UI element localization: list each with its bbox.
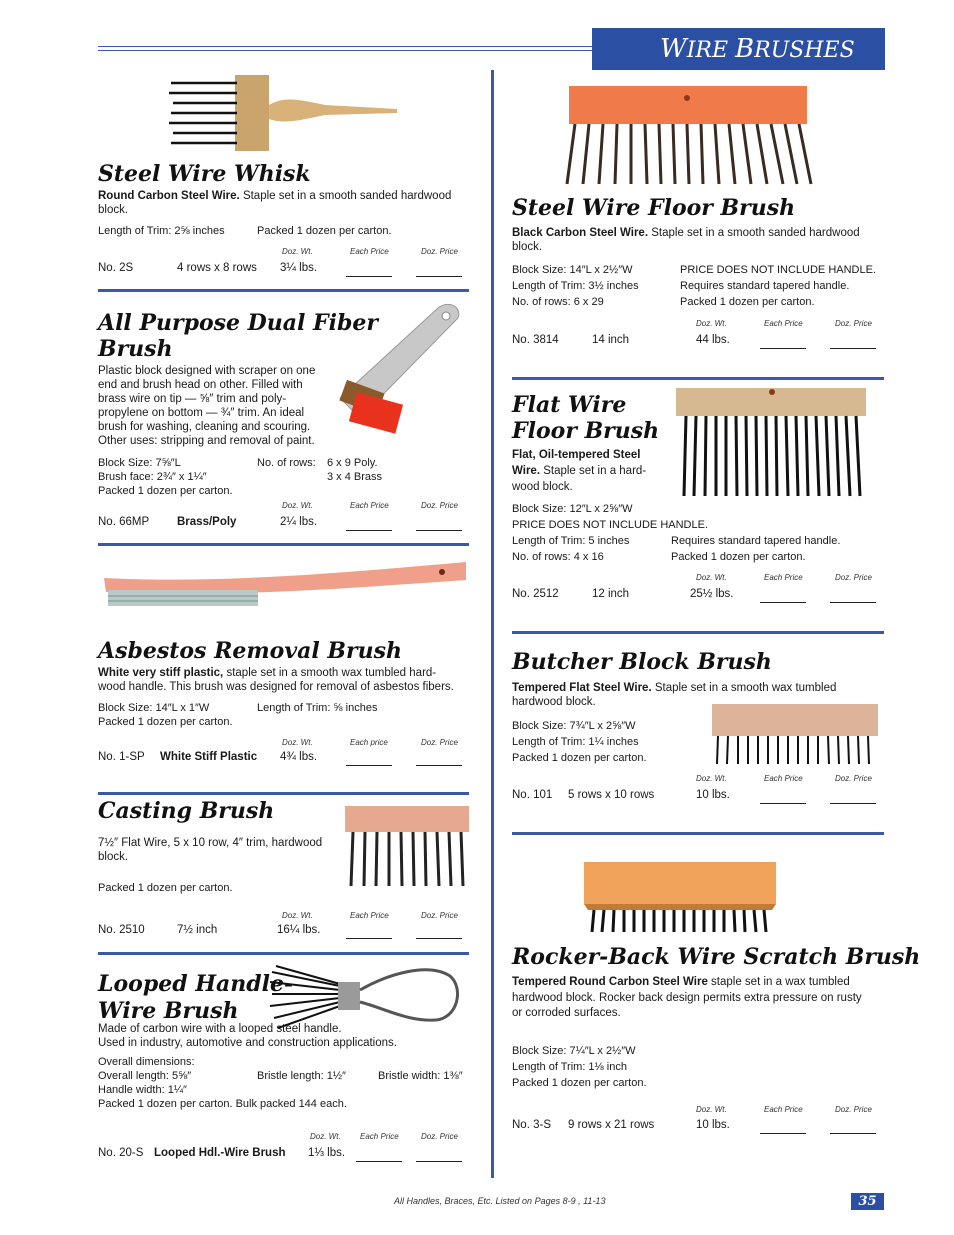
- whisk-rows: 4 rows x 8 rows: [177, 262, 257, 274]
- asbestos-spec-pack: Packed 1 dozen per carton.: [98, 716, 233, 728]
- divider: [98, 543, 469, 546]
- flat-desc-3: wood block.: [512, 481, 573, 493]
- floor-each-blank[interactable]: [760, 338, 806, 349]
- floor-doz-blank[interactable]: [830, 338, 876, 349]
- flat-each-blank[interactable]: [760, 592, 806, 603]
- butcher-title: Butcher Block Brush: [512, 649, 772, 675]
- looped-bwid: Bristle width: 1⅜″: [378, 1070, 463, 1082]
- looped-dims: Overall dimensions:: [98, 1056, 195, 1068]
- dual-type: [177, 516, 236, 528]
- rocker-each-blank[interactable]: [760, 1123, 806, 1134]
- header-rule-2: [98, 50, 592, 51]
- floor-desc-text: Staple set in a smooth sanded hardwood: [648, 227, 860, 239]
- dual-desc-1: Plastic block designed with scraper on one: [98, 365, 316, 377]
- flat-hdr-doz: Doz. Price: [835, 573, 872, 582]
- floor-r2: Requires standard tapered handle.: [680, 280, 850, 292]
- rocker-desc-bold: Tempered Round Carbon Steel Wire: [512, 976, 708, 988]
- casting-spec-pack: Packed 1 dozen per carton.: [98, 882, 233, 894]
- asbestos-hdr-each: Each price: [350, 738, 388, 747]
- floor-title: Steel Wire Floor Brush: [512, 195, 796, 221]
- rocker-s2: Length of Trim: 1⅛ inch: [512, 1061, 627, 1073]
- asbestos-spec-trim: Length of Trim: ⅝ inches: [257, 702, 378, 714]
- divider: [98, 289, 469, 292]
- looped-type: [154, 1147, 286, 1159]
- asbestos-no: No. 1-SP: [98, 751, 145, 763]
- floor-wt: 44 lbs.: [696, 334, 730, 346]
- butcher-s2: Length of Trim: 1¼ inches: [512, 736, 639, 748]
- flat-hdr-each: Each Price: [764, 573, 803, 582]
- whisk-desc-text: Staple set in a smooth sanded hardwood block.: [98, 190, 452, 216]
- dual-rows-label: No. of rows:: [257, 457, 316, 469]
- flat-title-2: Floor Brush: [512, 418, 660, 444]
- butcher-hdr-wt: Doz. Wt.: [696, 774, 727, 783]
- dual-desc-3: brass wire on tip — ⅝″ trim and poly-: [98, 393, 287, 405]
- asbestos-each-blank[interactable]: [346, 755, 392, 766]
- asbestos-hdr-doz: Doz. Price: [421, 738, 458, 747]
- asbestos-wt: 4¾ lbs.: [280, 751, 318, 763]
- asbestos-title: Asbestos Removal Brush: [98, 638, 402, 664]
- looped-pack: Packed 1 dozen per carton. Bulk packed 144 each.: [98, 1098, 347, 1110]
- looped-hdr-doz: Doz. Price: [421, 1132, 458, 1141]
- dual-wt: 2¼ lbs.: [280, 516, 318, 528]
- dual-rows-brass: 3 x 4 Brass: [327, 471, 383, 483]
- whisk-doz-blank[interactable]: [416, 266, 462, 277]
- dual-spec-face: Brush face: 2¾″ x 1¼″: [98, 471, 207, 483]
- asbestos-doz-blank[interactable]: [416, 755, 462, 766]
- whisk-spec-trim: Length of Trim: 2⅝ inches: [98, 225, 225, 237]
- flat-desc-bold-2: Wire.: [512, 465, 541, 477]
- butcher-rows: 5 rows x 10 rows: [568, 789, 655, 801]
- dual-each-blank[interactable]: [346, 520, 392, 531]
- dual-type-bold: Brass/Poly: [177, 516, 237, 528]
- whisk-each-blank[interactable]: [346, 266, 392, 277]
- flat-wire-image: [676, 388, 868, 498]
- looped-blen: Bristle length: 1½″: [257, 1070, 346, 1082]
- rocker-desc-3: or corroded surfaces.: [512, 1007, 621, 1019]
- floor-hdr-wt: Doz. Wt.: [696, 319, 727, 328]
- casting-image: [345, 806, 469, 888]
- looped-hwid: Handle width: 1¼″: [98, 1084, 187, 1096]
- butcher-image: [712, 704, 878, 766]
- flat-desc-2: [512, 464, 646, 478]
- casting-hdr-doz: Doz. Price: [421, 911, 458, 920]
- whisk-hdr-wt: Doz. Wt.: [282, 247, 313, 256]
- butcher-s3: Packed 1 dozen per carton.: [512, 752, 647, 764]
- looped-hdr-wt: Doz. Wt.: [310, 1132, 341, 1141]
- looped-title-1: Looped Handle-: [98, 971, 294, 997]
- casting-wt: 16¼ lbs.: [277, 924, 321, 936]
- rocker-title: Rocker-Back Wire Scratch Brush: [512, 944, 921, 970]
- casting-hdr-wt: Doz. Wt.: [282, 911, 313, 920]
- flat-no: No. 2512: [512, 588, 559, 600]
- looped-doz-blank[interactable]: [416, 1151, 462, 1162]
- floor-r3: Packed 1 dozen per carton.: [680, 296, 815, 308]
- casting-title: Casting Brush: [98, 798, 275, 824]
- dual-desc-6: Other uses: stripping and removal of paint.: [98, 435, 315, 447]
- rocker-desc-text: staple set in a wax tumbled: [707, 976, 850, 988]
- page-number: 35: [851, 1193, 884, 1210]
- asbestos-desc-text: staple set in a smooth wax tumbled hard-: [223, 667, 437, 679]
- butcher-s1: Block Size: 7¾″L x 2⅝″W: [512, 720, 636, 732]
- dual-desc-2: end and brush head on other. Filled with: [98, 379, 303, 391]
- looped-type-bold: Looped Hdl.-Wire Brush: [154, 1147, 286, 1159]
- butcher-desc-2: hardwood block.: [512, 696, 596, 708]
- dual-hdr-wt: Doz. Wt.: [282, 501, 313, 510]
- rocker-hdr-wt: Doz. Wt.: [696, 1105, 727, 1114]
- flat-desc-text: Staple set in a hard-: [540, 465, 647, 477]
- rocker-doz-blank[interactable]: [830, 1123, 876, 1134]
- footer-note: All Handles, Braces, Etc. Listed on Pages 8-9 , 11-13: [394, 1196, 606, 1206]
- flat-size: 12 inch: [592, 588, 630, 600]
- floor-hdr-doz: Doz. Price: [835, 319, 872, 328]
- casting-each-blank[interactable]: [346, 928, 392, 939]
- casting-size: 7½ inch: [177, 924, 218, 936]
- floor-s2: Length of Trim: 3½ inches: [512, 280, 639, 292]
- section-banner: WIRE BRUSHES: [592, 28, 885, 70]
- asbestos-type: [160, 751, 257, 763]
- rocker-image: [584, 862, 776, 934]
- rocker-desc-1: [512, 975, 850, 989]
- flat-wt: 25½ lbs.: [690, 588, 734, 600]
- floor-desc-2: block.: [512, 241, 543, 253]
- column-divider: [491, 70, 494, 1178]
- whisk-desc-bold: Round Carbon Steel Wire.: [98, 190, 240, 202]
- rocker-s3: Packed 1 dozen per carton.: [512, 1077, 647, 1089]
- butcher-desc-text: Staple set in a smooth wax tumbled: [651, 682, 837, 694]
- rocker-wt: 10 lbs.: [696, 1119, 730, 1131]
- whisk-hdr-each: Each Price: [350, 247, 389, 256]
- floor-r1: PRICE DOES NOT INCLUDE HANDLE.: [680, 264, 877, 276]
- flat-s4: No. of rows: 4 x 16: [512, 551, 604, 563]
- floor-no: No. 3814: [512, 334, 559, 346]
- header-rule: [98, 46, 592, 47]
- rocker-desc-2: hardwood block. Rocker back design permits extra pressure on rusty: [512, 992, 862, 1004]
- dual-desc-5: brush for washing, cleaning and scouring.: [98, 421, 311, 433]
- flat-desc-bold: Flat, Oil-tempered Steel: [512, 449, 641, 461]
- dual-spec-pack: Packed 1 dozen per carton.: [98, 485, 233, 497]
- butcher-desc-bold: Tempered Flat Steel Wire.: [512, 682, 652, 694]
- flat-s4b: Packed 1 dozen per carton.: [671, 551, 806, 563]
- floor-size: 14 inch: [592, 334, 630, 346]
- whisk-hdr-doz: Doz. Price: [421, 247, 458, 256]
- divider: [512, 832, 884, 835]
- flat-title-1: Flat Wire: [512, 392, 627, 418]
- asbestos-type-bold: White Stiff Plastic: [160, 751, 258, 763]
- butcher-doz-blank[interactable]: [830, 793, 876, 804]
- floor-hdr-each: Each Price: [764, 319, 803, 328]
- dual-rows-poly: 6 x 9 Poly.: [327, 457, 378, 469]
- looped-len: Overall length: 5⅝″: [98, 1070, 192, 1082]
- dual-spec-block: Block Size: 7⅝″L: [98, 457, 181, 469]
- flat-s3: Length of Trim: 5 inches: [512, 535, 630, 547]
- butcher-each-blank[interactable]: [760, 793, 806, 804]
- flat-desc-1: [512, 448, 640, 462]
- divider: [512, 631, 884, 634]
- floor-desc-bold: Black Carbon Steel Wire.: [512, 227, 649, 239]
- floor-desc-1: [512, 226, 860, 240]
- asbestos-desc-2: wood handle. This brush was designed for removal of asbestos fibers.: [98, 681, 454, 693]
- looped-desc-1: Made of carbon wire with a looped steel handle.: [98, 1023, 342, 1035]
- whisk-no: No. 2S: [98, 262, 134, 274]
- asbestos-spec-block: Block Size: 14″L x 1″W: [98, 702, 210, 714]
- dual-no: No. 66MP: [98, 516, 150, 528]
- looped-no: No. 20-S: [98, 1147, 144, 1159]
- whisk-title: Steel Wire Whisk: [98, 161, 311, 187]
- rocker-s1: Block Size: 7¼″L x 2½″W: [512, 1045, 636, 1057]
- divider: [98, 792, 469, 795]
- looped-desc-2: Used in industry, automotive and construction applications.: [98, 1037, 397, 1049]
- butcher-no: No. 101: [512, 789, 553, 801]
- rocker-no: No. 3-S: [512, 1119, 551, 1131]
- floor-s3: No. of rows: 6 x 29: [512, 296, 604, 308]
- asbestos-image: [102, 558, 468, 610]
- asbestos-hdr-wt: Doz. Wt.: [282, 738, 313, 747]
- floor-s1: Block Size: 14″L x 2½″W: [512, 264, 633, 276]
- casting-hdr-each: Each Price: [350, 911, 389, 920]
- asbestos-desc-bold: White very stiff plastic,: [98, 667, 224, 679]
- butcher-wt: 10 lbs.: [696, 789, 730, 801]
- rocker-rows: 9 rows x 21 rows: [568, 1119, 655, 1131]
- flat-hdr-wt: Doz. Wt.: [696, 573, 727, 582]
- butcher-desc-1: [512, 681, 836, 695]
- dual-desc-4: propylene on bottom — ¾″ trim. An ideal: [98, 407, 305, 419]
- casting-doz-blank[interactable]: [416, 928, 462, 939]
- casting-desc-2: block.: [98, 851, 129, 863]
- flat-s1: Block Size: 12″L x 2⅝″W: [512, 503, 633, 515]
- rocker-hdr-doz: Doz. Price: [835, 1105, 872, 1114]
- casting-desc-1: 7½″ Flat Wire, 5 x 10 row, 4″ trim, hardwood: [98, 837, 323, 849]
- whisk-spec-pack: Packed 1 dozen per carton.: [257, 225, 392, 237]
- dual-title-1: All Purpose Dual Fiber: [98, 310, 378, 336]
- dual-hdr-each: Each Price: [350, 501, 389, 510]
- looped-title-2: Wire Brush: [98, 998, 239, 1024]
- whisk-image: [165, 75, 401, 151]
- butcher-hdr-each: Each Price: [764, 774, 803, 783]
- whisk-wt: 3¼ lbs.: [280, 262, 318, 274]
- floor-brush-image: [563, 86, 813, 186]
- dual-doz-blank[interactable]: [416, 520, 462, 531]
- flat-s3b: Requires standard tapered handle.: [671, 535, 841, 547]
- looped-each-blank[interactable]: [356, 1151, 402, 1162]
- asbestos-desc-1: [98, 666, 436, 680]
- rocker-hdr-each: Each Price: [764, 1105, 803, 1114]
- butcher-hdr-doz: Doz. Price: [835, 774, 872, 783]
- looped-wt: 1⅓ lbs.: [308, 1147, 346, 1159]
- flat-s2: PRICE DOES NOT INCLUDE HANDLE.: [512, 519, 709, 531]
- dual-title-2: Brush: [98, 336, 173, 362]
- casting-no: No. 2510: [98, 924, 145, 936]
- divider: [512, 377, 884, 380]
- whisk-description: [98, 189, 470, 217]
- flat-doz-blank[interactable]: [830, 592, 876, 603]
- dual-hdr-doz: Doz. Price: [421, 501, 458, 510]
- divider: [98, 952, 469, 955]
- looped-hdr-each: Each Price: [360, 1132, 399, 1141]
